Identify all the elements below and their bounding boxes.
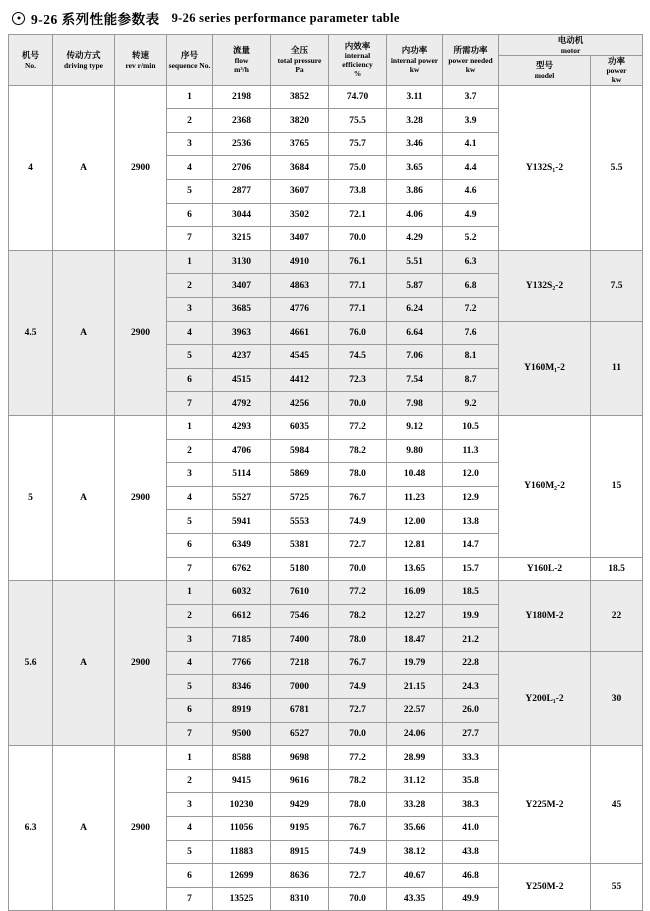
cell-power-needed: 22.8 [443, 651, 499, 675]
cell-flow: 4515 [213, 368, 271, 392]
header-no-cn: 机号 [21, 50, 39, 60]
cell-motor-model: Y160M₁-2 [499, 321, 591, 415]
cell-internal-efficiency: 72.7 [329, 864, 387, 888]
cell-sequence: 2 [167, 109, 213, 133]
cell-motor-power: 55 [591, 864, 643, 911]
header-driving-type [53, 35, 115, 86]
cell-rev: 2900 [115, 250, 167, 415]
cell-total-pressure: 4256 [271, 392, 329, 416]
cell-power-needed: 6.8 [443, 274, 499, 298]
cell-sequence: 7 [167, 557, 213, 581]
cell-internal-power: 9.12 [387, 415, 443, 439]
cell-internal-efficiency: 74.9 [329, 510, 387, 534]
header-flow [213, 35, 271, 86]
cell-internal-efficiency: 72.7 [329, 699, 387, 723]
cell-flow: 4237 [213, 345, 271, 369]
cell-flow: 2706 [213, 156, 271, 180]
cell-internal-power: 3.11 [387, 85, 443, 109]
cell-total-pressure: 5381 [271, 533, 329, 557]
cell-total-pressure: 3765 [271, 132, 329, 156]
header-sequence [167, 35, 213, 86]
cell-sequence: 2 [167, 439, 213, 463]
cell-flow: 3044 [213, 203, 271, 227]
cell-power-needed: 24.3 [443, 675, 499, 699]
cell-sequence: 2 [167, 274, 213, 298]
cell-power-needed: 6.3 [443, 250, 499, 274]
cell-internal-efficiency: 78.2 [329, 769, 387, 793]
cell-total-pressure: 7546 [271, 604, 329, 628]
cell-internal-power: 7.54 [387, 368, 443, 392]
cell-total-pressure: 6035 [271, 415, 329, 439]
cell-sequence: 3 [167, 297, 213, 321]
header-internal-efficiency-unit: % [353, 69, 362, 79]
cell-flow: 3963 [213, 321, 271, 345]
cell-flow: 8588 [213, 746, 271, 770]
cell-internal-power: 16.09 [387, 581, 443, 605]
cell-internal-efficiency: 75.5 [329, 109, 387, 133]
cell-sequence: 1 [167, 415, 213, 439]
cell-total-pressure: 3684 [271, 156, 329, 180]
cell-driving-type: A [53, 85, 115, 250]
cell-internal-power: 18.47 [387, 628, 443, 652]
cell-flow: 4706 [213, 439, 271, 463]
header-power-unit: kw [611, 75, 622, 85]
cell-power-needed: 35.8 [443, 769, 499, 793]
cell-flow: 8346 [213, 675, 271, 699]
cell-motor-power: 22 [591, 581, 643, 652]
header-power-en: power [606, 66, 627, 76]
cell-power-needed: 38.3 [443, 793, 499, 817]
cell-internal-power: 3.28 [387, 109, 443, 133]
cell-total-pressure: 9429 [271, 793, 329, 817]
cell-sequence: 5 [167, 510, 213, 534]
cell-total-pressure: 7400 [271, 628, 329, 652]
cell-internal-efficiency: 76.1 [329, 250, 387, 274]
cell-internal-power: 11.23 [387, 486, 443, 510]
cell-sequence: 6 [167, 203, 213, 227]
cell-power-needed: 3.9 [443, 109, 499, 133]
cell-sequence: 7 [167, 722, 213, 746]
cell-flow: 3407 [213, 274, 271, 298]
cell-sequence: 5 [167, 675, 213, 699]
cell-total-pressure: 3407 [271, 227, 329, 251]
cell-internal-efficiency: 76.7 [329, 817, 387, 841]
cell-flow: 3685 [213, 297, 271, 321]
cell-driving-type: A [53, 415, 115, 580]
cell-motor-model: Y200L₁-2 [499, 651, 591, 745]
cell-machine-no: 5 [9, 415, 53, 580]
cell-sequence: 1 [167, 746, 213, 770]
cell-flow: 2368 [213, 109, 271, 133]
cell-flow: 5527 [213, 486, 271, 510]
cell-power-needed: 26.0 [443, 699, 499, 723]
header-total-pressure-cn: 全压 [290, 45, 308, 56]
cell-internal-efficiency: 78.2 [329, 604, 387, 628]
cell-power-needed: 12.9 [443, 486, 499, 510]
cell-power-needed: 49.9 [443, 887, 499, 911]
header-sequence-en: sequence No. [168, 60, 211, 70]
cell-internal-power: 43.35 [387, 887, 443, 911]
cell-motor-model: Y180M-2 [499, 581, 591, 652]
header-model-cn: 型号 [535, 60, 553, 71]
header-flow-unit: m³/h [234, 64, 249, 74]
cell-power-needed: 10.5 [443, 415, 499, 439]
cell-flow: 6349 [213, 533, 271, 557]
table-row [9, 581, 643, 605]
header-flow-cn: 流量 [232, 45, 250, 56]
cell-internal-power: 5.51 [387, 250, 443, 274]
cell-total-pressure: 5869 [271, 463, 329, 487]
cell-motor-power: 5.5 [591, 85, 643, 250]
cell-sequence: 7 [167, 227, 213, 251]
table-body [9, 85, 643, 911]
cell-sequence: 7 [167, 887, 213, 911]
cell-total-pressure: 9616 [271, 769, 329, 793]
cell-total-pressure: 7610 [271, 581, 329, 605]
header-no [9, 35, 53, 86]
cell-flow: 7185 [213, 628, 271, 652]
header-power-cn: 功率 [608, 55, 626, 66]
header-motor-model [499, 55, 591, 85]
table-row [9, 250, 643, 274]
header-power-needed-en: power needed [448, 55, 493, 65]
cell-sequence: 6 [167, 368, 213, 392]
cell-flow: 7766 [213, 651, 271, 675]
cell-sequence: 4 [167, 321, 213, 345]
header-model-en: model [534, 70, 555, 80]
header-rev-cn: 转速 [131, 50, 149, 60]
cell-rev: 2900 [115, 415, 167, 580]
cell-power-needed: 5.2 [443, 227, 499, 251]
cell-flow: 13525 [213, 887, 271, 911]
cell-internal-efficiency: 77.2 [329, 415, 387, 439]
cell-total-pressure: 9195 [271, 817, 329, 841]
cell-flow: 3215 [213, 227, 271, 251]
header-internal-power-cn: 内功率 [401, 45, 428, 56]
cell-sequence: 2 [167, 604, 213, 628]
cell-internal-efficiency: 70.0 [329, 557, 387, 581]
cell-internal-power: 28.99 [387, 746, 443, 770]
cell-power-needed: 8.7 [443, 368, 499, 392]
cell-internal-efficiency: 74.9 [329, 840, 387, 864]
cell-internal-efficiency: 73.8 [329, 180, 387, 204]
cell-total-pressure: 6781 [271, 699, 329, 723]
cell-internal-power: 6.64 [387, 321, 443, 345]
cell-internal-efficiency: 78.0 [329, 463, 387, 487]
cell-internal-power: 21.15 [387, 675, 443, 699]
cell-internal-power: 19.79 [387, 651, 443, 675]
cell-total-pressure: 8636 [271, 864, 329, 888]
cell-internal-efficiency: 78.2 [329, 439, 387, 463]
cell-total-pressure: 4776 [271, 297, 329, 321]
cell-sequence: 3 [167, 463, 213, 487]
cell-sequence: 5 [167, 840, 213, 864]
cell-flow: 2198 [213, 85, 271, 109]
cell-total-pressure: 8915 [271, 840, 329, 864]
cell-internal-power: 9.80 [387, 439, 443, 463]
header-driving-type-cn: 传动方式 [66, 50, 101, 60]
cell-sequence: 4 [167, 156, 213, 180]
header-power-needed [443, 35, 499, 86]
cell-power-needed: 7.6 [443, 321, 499, 345]
cell-driving-type: A [53, 581, 115, 746]
cell-flow: 9500 [213, 722, 271, 746]
header-motor-power [591, 55, 643, 85]
cell-total-pressure: 6527 [271, 722, 329, 746]
header-rev [115, 35, 167, 86]
header-total-pressure [271, 35, 329, 86]
table-row [9, 85, 643, 109]
cell-total-pressure: 5180 [271, 557, 329, 581]
cell-internal-efficiency: 74.5 [329, 345, 387, 369]
header-sequence-cn: 序号 [180, 50, 198, 60]
cell-power-needed: 8.1 [443, 345, 499, 369]
cell-sequence: 2 [167, 769, 213, 793]
cell-sequence: 1 [167, 85, 213, 109]
header-internal-efficiency-en: internal efficiency [342, 51, 373, 70]
cell-internal-power: 4.29 [387, 227, 443, 251]
cell-total-pressure: 3607 [271, 180, 329, 204]
cell-motor-model: Y160M₂-2 [499, 415, 591, 557]
cell-flow: 6032 [213, 581, 271, 605]
cell-motor-model: Y160L-2 [499, 557, 591, 581]
cell-motor-model: Y132S₁-2 [499, 85, 591, 250]
cell-power-needed: 4.4 [443, 156, 499, 180]
cell-total-pressure: 4863 [271, 274, 329, 298]
cell-total-pressure: 3820 [271, 109, 329, 133]
cell-sequence: 5 [167, 345, 213, 369]
cell-internal-efficiency: 77.1 [329, 297, 387, 321]
cell-machine-no: 5.6 [9, 581, 53, 746]
cell-power-needed: 9.2 [443, 392, 499, 416]
cell-sequence: 6 [167, 533, 213, 557]
cell-total-pressure: 7218 [271, 651, 329, 675]
cell-machine-no: 4.5 [9, 250, 53, 415]
cell-sequence: 4 [167, 486, 213, 510]
cell-internal-efficiency: 70.0 [329, 887, 387, 911]
cell-flow: 12699 [213, 864, 271, 888]
cell-internal-power: 6.24 [387, 297, 443, 321]
performance-parameter-table [8, 34, 643, 911]
cell-power-needed: 18.5 [443, 581, 499, 605]
cell-sequence: 4 [167, 817, 213, 841]
cell-sequence: 4 [167, 651, 213, 675]
cell-total-pressure: 7000 [271, 675, 329, 699]
cell-sequence: 3 [167, 132, 213, 156]
cell-power-needed: 4.6 [443, 180, 499, 204]
cell-internal-power: 13.65 [387, 557, 443, 581]
cell-internal-power: 24.06 [387, 722, 443, 746]
cell-sequence: 1 [167, 250, 213, 274]
title-chinese: 9-26 系列性能参数表 [31, 12, 160, 27]
cell-internal-power: 4.06 [387, 203, 443, 227]
header-driving-type-en: driving type [64, 60, 103, 70]
cell-power-needed: 46.8 [443, 864, 499, 888]
cell-machine-no: 4 [9, 85, 53, 250]
cell-motor-power: 15 [591, 415, 643, 557]
cell-power-needed: 14.7 [443, 533, 499, 557]
header-motor [499, 35, 643, 56]
cell-total-pressure: 5984 [271, 439, 329, 463]
cell-internal-power: 3.46 [387, 132, 443, 156]
cell-internal-efficiency: 74.9 [329, 675, 387, 699]
cell-machine-no: 6.3 [9, 746, 53, 911]
cell-sequence: 6 [167, 699, 213, 723]
cell-total-pressure: 8310 [271, 887, 329, 911]
cell-driving-type: A [53, 250, 115, 415]
cell-internal-power: 31.12 [387, 769, 443, 793]
cell-flow: 4792 [213, 392, 271, 416]
cell-power-needed: 4.1 [443, 132, 499, 156]
cell-power-needed: 11.3 [443, 439, 499, 463]
cell-flow: 4293 [213, 415, 271, 439]
header-internal-power-en: internal power [390, 55, 439, 65]
cell-motor-power: 45 [591, 746, 643, 864]
cell-internal-efficiency: 76.7 [329, 651, 387, 675]
cell-internal-efficiency: 77.2 [329, 581, 387, 605]
header-rev-en: rev r/min [125, 60, 156, 70]
cell-power-needed: 33.3 [443, 746, 499, 770]
cell-total-pressure: 3852 [271, 85, 329, 109]
cell-internal-power: 33.28 [387, 793, 443, 817]
cell-flow: 2877 [213, 180, 271, 204]
cell-internal-efficiency: 72.7 [329, 533, 387, 557]
cell-power-needed: 13.8 [443, 510, 499, 534]
cell-power-needed: 3.7 [443, 85, 499, 109]
cell-total-pressure: 4910 [271, 250, 329, 274]
cell-internal-power: 3.86 [387, 180, 443, 204]
cell-flow: 3130 [213, 250, 271, 274]
cell-sequence: 1 [167, 581, 213, 605]
header-motor-cn: 电动机 [557, 35, 584, 45]
cell-internal-power: 12.00 [387, 510, 443, 534]
header-total-pressure-unit: Pa [295, 64, 304, 74]
cell-power-needed: 43.8 [443, 840, 499, 864]
table-row [9, 415, 643, 439]
cell-motor-power: 11 [591, 321, 643, 415]
cell-flow: 10230 [213, 793, 271, 817]
cell-internal-efficiency: 70.0 [329, 722, 387, 746]
cell-internal-power: 35.66 [387, 817, 443, 841]
cell-flow: 8919 [213, 699, 271, 723]
page-title [8, 0, 642, 34]
header-motor-en: motor [560, 45, 581, 55]
cell-power-needed: 15.7 [443, 557, 499, 581]
cell-internal-efficiency: 70.0 [329, 227, 387, 251]
cell-power-needed: 41.0 [443, 817, 499, 841]
header-internal-efficiency-cn: 内效率 [344, 40, 371, 51]
cell-total-pressure: 3502 [271, 203, 329, 227]
cell-total-pressure: 9698 [271, 746, 329, 770]
cell-internal-power: 3.65 [387, 156, 443, 180]
cell-motor-model: Y225M-2 [499, 746, 591, 864]
cell-flow: 6762 [213, 557, 271, 581]
cell-rev: 2900 [115, 85, 167, 250]
cell-internal-power: 12.27 [387, 604, 443, 628]
cell-flow: 5114 [213, 463, 271, 487]
cell-total-pressure: 4661 [271, 321, 329, 345]
cell-power-needed: 7.2 [443, 297, 499, 321]
cell-rev: 2900 [115, 746, 167, 911]
cell-power-needed: 27.7 [443, 722, 499, 746]
cell-internal-efficiency: 78.0 [329, 628, 387, 652]
cell-sequence: 3 [167, 628, 213, 652]
cell-sequence: 3 [167, 793, 213, 817]
cell-internal-efficiency: 75.7 [329, 132, 387, 156]
cell-total-pressure: 4412 [271, 368, 329, 392]
cell-power-needed: 19.9 [443, 604, 499, 628]
header-internal-power-unit: kw [409, 64, 420, 74]
cell-flow: 9415 [213, 769, 271, 793]
cell-sequence: 5 [167, 180, 213, 204]
cell-power-needed: 12.0 [443, 463, 499, 487]
cell-total-pressure: 4545 [271, 345, 329, 369]
cell-power-needed: 4.9 [443, 203, 499, 227]
cell-internal-efficiency: 77.2 [329, 746, 387, 770]
cell-internal-efficiency: 75.0 [329, 156, 387, 180]
cell-internal-efficiency: 78.0 [329, 793, 387, 817]
cell-sequence: 6 [167, 864, 213, 888]
header-internal-power [387, 35, 443, 86]
cell-internal-power: 5.87 [387, 274, 443, 298]
cell-internal-efficiency: 72.1 [329, 203, 387, 227]
title-english: 9-26 series performance parameter table [171, 10, 400, 25]
cell-internal-efficiency: 70.0 [329, 392, 387, 416]
cell-flow: 6612 [213, 604, 271, 628]
cell-flow: 11056 [213, 817, 271, 841]
cell-driving-type: A [53, 746, 115, 911]
cell-total-pressure: 5553 [271, 510, 329, 534]
cell-internal-efficiency: 77.1 [329, 274, 387, 298]
header-power-needed-unit: kw [465, 64, 476, 74]
cell-sequence: 7 [167, 392, 213, 416]
cell-motor-model: Y132S₂-2 [499, 250, 591, 321]
cell-motor-power: 7.5 [591, 250, 643, 321]
cell-flow: 2536 [213, 132, 271, 156]
header-total-pressure-en: total pressure [277, 55, 322, 65]
cell-motor-model: Y250M-2 [499, 864, 591, 911]
cell-internal-power: 38.12 [387, 840, 443, 864]
header-no-en: No. [24, 60, 37, 70]
table-row [9, 746, 643, 770]
cell-internal-power: 10.48 [387, 463, 443, 487]
cell-internal-efficiency: 74.70 [329, 85, 387, 109]
cell-motor-power: 18.5 [591, 557, 643, 581]
header-internal-efficiency [329, 35, 387, 86]
cell-total-pressure: 5725 [271, 486, 329, 510]
cell-internal-efficiency: 76.7 [329, 486, 387, 510]
cell-power-needed: 21.2 [443, 628, 499, 652]
header-flow-en: flow [234, 55, 249, 65]
cell-rev: 2900 [115, 581, 167, 746]
table-header [9, 35, 643, 86]
bullet-icon [12, 12, 25, 25]
cell-internal-efficiency: 76.0 [329, 321, 387, 345]
cell-internal-power: 7.98 [387, 392, 443, 416]
header-power-needed-cn: 所需功率 [453, 45, 488, 56]
cell-internal-power: 22.57 [387, 699, 443, 723]
cell-internal-power: 12.81 [387, 533, 443, 557]
cell-internal-efficiency: 72.3 [329, 368, 387, 392]
cell-internal-power: 7.06 [387, 345, 443, 369]
cell-flow: 11883 [213, 840, 271, 864]
cell-motor-power: 30 [591, 651, 643, 745]
cell-internal-power: 40.67 [387, 864, 443, 888]
cell-flow: 5941 [213, 510, 271, 534]
